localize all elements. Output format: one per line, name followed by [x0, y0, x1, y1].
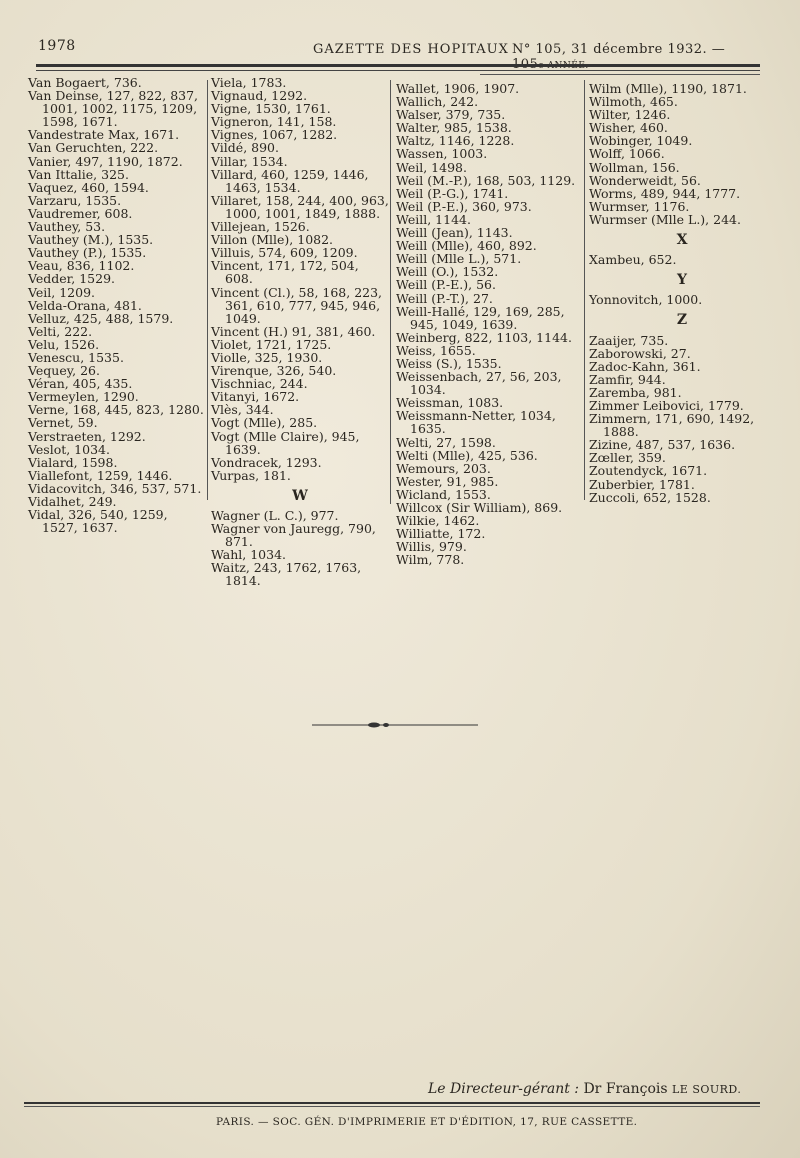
index-entry: Zadoc-Kahn, 361. — [589, 358, 701, 374]
index-entry: Walter, 985, 1538. — [396, 120, 512, 136]
index-entry: Wobinger, 1049. — [589, 133, 693, 149]
index-entry: Weissmann-Netter, 1034, 1635. — [396, 408, 556, 437]
index-entry: Villuis, 574, 609, 1209. — [211, 245, 358, 261]
index-entry: Wollman, 156. — [589, 159, 680, 175]
index-entry: Zuberbier, 1781. — [589, 476, 695, 492]
index-entry: Weissman, 1083. — [396, 395, 504, 411]
index-entry: Wagner von Jauregg, 790, 871. — [211, 521, 376, 550]
index-entry: Yonnovitch, 1000. — [589, 292, 703, 308]
index-entry: Wonderweidt, 56. — [589, 172, 701, 188]
index-entry: Van Geruchten, 222. — [28, 140, 159, 156]
index-entry: Weissenbach, 27, 56, 203, 1034. — [396, 369, 562, 398]
index-entry: Vischniac, 244. — [211, 376, 308, 392]
index-entry: Wahl, 1034. — [211, 547, 286, 563]
index-entry: Venescu, 1535. — [28, 349, 124, 365]
index-entry: Weill (O.), 1532. — [396, 264, 499, 280]
index-entry: Zaremba, 981. — [589, 384, 682, 400]
index-entry: Wilm (Mlle), 1190, 1871. — [589, 81, 747, 96]
index-entry: Vigne, 1530, 1761. — [211, 101, 331, 117]
index-entry: Walser, 379, 735. — [396, 107, 506, 123]
index-entry: Wilkie, 1462. — [396, 513, 480, 529]
index-entry: Wilter, 1246. — [589, 107, 671, 123]
index-entry: Vildé, 890. — [211, 140, 279, 156]
director-name: François — [605, 1081, 668, 1097]
index-entry: Villaret, 158, 244, 400, 963, 1000, 1001, 1849, 1888. — [211, 192, 389, 221]
index-entry: Verstraeten, 1292. — [28, 428, 146, 444]
index-entry: Wilm, 778. — [396, 552, 465, 568]
index-entry: Vaquez, 460, 1594. — [28, 179, 149, 195]
index-column-1 — [28, 76, 206, 534]
index-entry: Vincent (H.) 91, 381, 460. — [211, 323, 376, 339]
ornamental-divider — [312, 721, 478, 729]
column-separator — [584, 80, 585, 500]
header-rule-short — [480, 74, 760, 75]
index-entry: Weil (P.-G.), 1741. — [396, 185, 509, 201]
index-entry: Zuccoli, 652, 1528. — [589, 489, 711, 505]
index-entry: Waitz, 243, 1762, 1763, 1814. — [211, 560, 362, 589]
index-entry: Wallet, 1906, 1907. — [396, 81, 520, 96]
index-entry: Zamfir, 944. — [589, 371, 666, 387]
index-entry: Viela, 1783. — [211, 75, 287, 90]
index-entry: Vidal, 326, 540, 1259, 1527, 1637. — [28, 507, 168, 536]
index-entry: Verne, 168, 445, 823, 1280. — [28, 402, 204, 418]
index-entry: Weil, 1498. — [396, 159, 467, 175]
index-entry: Vidacovitch, 346, 537, 571. — [28, 480, 202, 496]
index-entry: Willcox (Sir William), 869. — [396, 500, 563, 515]
index-entry: Vigneron, 141, 158. — [211, 114, 337, 130]
index-entry: Waltz, 1146, 1228. — [396, 133, 515, 149]
header-rule-thin — [36, 70, 760, 71]
index-column-2 — [211, 76, 389, 588]
issue-text: N° 105, 31 décembre 1932. — — [512, 42, 726, 57]
index-entry: Veil, 1209. — [28, 284, 96, 300]
index-entry: Zizine, 487, 537, 1636. — [589, 437, 736, 453]
index-entry: Vitanyi, 1672. — [211, 389, 300, 405]
index-entry: Weill (Jean), 1143. — [396, 225, 513, 241]
section-letter: Y — [677, 272, 687, 289]
index-entry: Weill-Hallé, 129, 169, 285, 945, 1049, 1639. — [396, 303, 565, 332]
index-entry: Veau, 836, 1102. — [28, 258, 135, 274]
index-entry: Williatte, 172. — [396, 526, 486, 542]
index-entry: Vlès, 344. — [211, 402, 274, 418]
index-entry: Vondracek, 1293. — [211, 454, 322, 470]
footer-rule-thin — [24, 1106, 760, 1107]
index-entry: Varzaru, 1535. — [28, 192, 122, 208]
index-entry: Weiss (S.), 1535. — [396, 355, 502, 371]
index-entry: Wemours, 203. — [396, 460, 491, 476]
index-entry: Zimmern, 171, 690, 1492, 1888. — [589, 411, 755, 440]
issue-line — [512, 42, 760, 72]
section-letter: W — [292, 487, 308, 504]
index-entry: Véran, 405, 435. — [28, 376, 133, 392]
index-entry: Vincent (Cl.), 58, 168, 223, 361, 610, 777, 945, 946, 1049. — [211, 284, 383, 326]
index-entry: Welti, 27, 1598. — [396, 434, 496, 450]
index-column-4 — [589, 82, 775, 504]
header-rule — [36, 64, 760, 67]
page-number: 1978 — [38, 38, 76, 54]
index-entry: Zœller, 359. — [589, 450, 666, 466]
index-entry: Zoutendyck, 1671. — [589, 463, 708, 479]
column-separator — [207, 80, 208, 500]
index-entry: Viallefont, 1259, 1446. — [28, 467, 173, 483]
index-entry: Weill, 1144. — [396, 211, 471, 227]
journal-title: GAZETTE DES HOPITAUX — [313, 42, 509, 57]
index-entry: Velti, 222. — [28, 323, 93, 339]
section-letter: X — [676, 232, 688, 249]
index-entry: Vidalhet, 249. — [28, 494, 117, 509]
index-entry: Van Ittalie, 325. — [28, 166, 129, 182]
index-entry: Villar, 1534. — [211, 153, 288, 169]
index-entry: Vurpas, 181. — [211, 467, 291, 483]
index-entry: Vequey, 26. — [28, 363, 100, 379]
index-entry: Vedder, 1529. — [28, 271, 116, 287]
column-separator — [390, 80, 391, 504]
footer-rule — [24, 1102, 760, 1104]
index-entry: Virenque, 326, 540. — [211, 363, 337, 379]
index-entry: Vogt (Mlle Claire), 945, 1639. — [211, 428, 360, 457]
director-label: Le Directeur-gérant : — [428, 1081, 579, 1097]
director-surname: LE SOURD. — [671, 1083, 742, 1096]
index-entry: Vermeylen, 1290. — [28, 389, 139, 405]
index-entry: Wolff, 1066. — [589, 146, 665, 162]
index-entry: Wagner (L. C.), 977. — [211, 508, 339, 523]
index-entry: Veslot, 1034. — [28, 441, 110, 457]
index-entry: Vialard, 1598. — [28, 454, 118, 470]
index-entry: Villon (Mlle), 1082. — [211, 232, 334, 248]
director-signature — [428, 1081, 741, 1097]
index-entry: Weil (P.-E.), 360, 973. — [396, 198, 532, 214]
index-entry: Weill (Mlle), 460, 892. — [396, 238, 537, 254]
index-entry: Wicland, 1553. — [396, 486, 491, 502]
index-entry: Vignes, 1067, 1282. — [211, 127, 338, 143]
index-entry: Vauthey (M.), 1535. — [28, 232, 154, 248]
index-entry: Van Deinse, 127, 822, 837, 1001, 1002, 1175, 1209, 1598, 1671. — [28, 88, 199, 130]
index-entry: Velluz, 425, 488, 1579. — [28, 310, 174, 326]
index-entry: Welti (Mlle), 425, 536. — [396, 447, 538, 463]
index-entry: Wallich, 242. — [396, 94, 479, 110]
index-entry: Vauthey, 53. — [28, 219, 106, 235]
index-entry: Xambeu, 652. — [589, 252, 677, 268]
index-entry: Weill (P.-T.), 27. — [396, 290, 493, 306]
index-entry: Wisher, 460. — [589, 120, 668, 136]
index-entry: Weill (Mlle L.), 571. — [396, 251, 522, 267]
index-entry: Vandestrate Max, 1671. — [28, 127, 180, 143]
page-header — [38, 38, 760, 60]
index-entry: Vogt (Mlle), 285. — [211, 415, 318, 431]
index-entry: Velu, 1526. — [28, 336, 100, 352]
index-entry: Vincent, 171, 172, 504, 608. — [211, 258, 359, 287]
index-entry: Wurmser (Mlle L.), 244. — [589, 211, 741, 227]
index-entry: Wurmser, 1176. — [589, 198, 690, 214]
printer-imprint: PARIS. — SOC. GÉN. D'IMPRIMERIE ET D'ÉDITION, 17, RUE CASSETTE. — [216, 1116, 638, 1128]
index-entry: Wester, 91, 985. — [396, 473, 499, 489]
index-entry: Violle, 325, 1930. — [211, 349, 323, 365]
index-entry: Villard, 460, 1259, 1446, 1463, 1534. — [211, 166, 369, 195]
index-entry: Zimmer Leibovici, 1779. — [589, 397, 744, 413]
index-entry: Worms, 489, 944, 1777. — [589, 185, 741, 201]
index-column-3 — [396, 82, 582, 566]
index-entry: Zaborowski, 27. — [589, 345, 691, 361]
director-title: Dr — [583, 1081, 602, 1097]
index-entry: Wassen, 1003. — [396, 146, 488, 162]
index-entry: Weil (M.-P.), 168, 503, 1129. — [396, 172, 576, 188]
index-entry: Vaudremer, 608. — [28, 205, 133, 221]
index-entry: Vernet, 59. — [28, 415, 98, 431]
index-entry: Villejean, 1526. — [211, 219, 310, 235]
index-entry: Vauthey (P.), 1535. — [28, 245, 147, 261]
index-entry: Weinberg, 822, 1103, 1144. — [396, 329, 572, 345]
index-entry: Van Bogaert, 736. — [28, 75, 142, 90]
index-entry: Zaaijer, 735. — [589, 332, 669, 348]
section-letter: Z — [676, 312, 688, 329]
index-entry: Violet, 1721, 1725. — [211, 336, 332, 352]
index-entry: Wilmoth, 465. — [589, 94, 678, 110]
index-entry: Vanier, 497, 1190, 1872. — [28, 153, 183, 169]
index-entry: Vignaud, 1292. — [211, 88, 308, 104]
index-entry: Weiss, 1655. — [396, 342, 476, 358]
index-entry: Velda-Orana, 481. — [28, 297, 142, 313]
index-entry: Willis, 979. — [396, 539, 467, 555]
index-entry: Weill (P.-E.), 56. — [396, 277, 496, 293]
